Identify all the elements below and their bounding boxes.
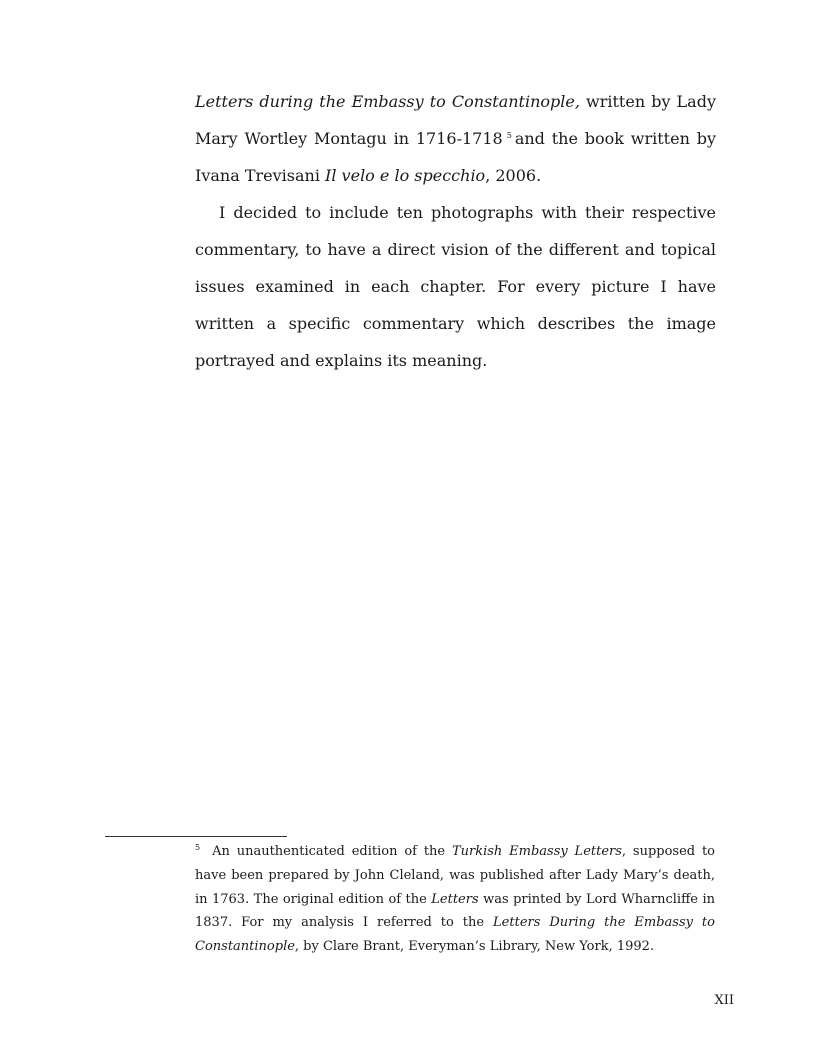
footnote-text-2: , supposed to have been prepared by John Cleland, was published after Lady Mary’s death, in 1763. The original edition of the (195, 844, 715, 907)
footnote-separator (105, 836, 287, 837)
footnote-title-2: Letters (431, 891, 479, 907)
footnote (195, 840, 715, 959)
footnote-title-1: Turkish Embassy Letters (451, 844, 622, 859)
main-text (195, 83, 716, 379)
paragraph-1-text-end: , 2006. (485, 166, 542, 185)
paragraph-2: I decided to include ten photographs with their respective commentary, to have a direct vision of the different and topical issues examined in each chapter. For every picture I have written a specific commentary which describes the image portrayed and explains its meaning. (195, 203, 716, 370)
book-title-2: Il velo e lo specchio (325, 166, 486, 185)
footnote-reference[interactable]: 5 (506, 131, 512, 140)
page-number: XII (714, 993, 734, 1008)
footnote-number: 5 (195, 843, 201, 852)
book-title: Letters during the Embassy to Constantinople, (195, 92, 580, 111)
footnote-text-3: was printed by Lord Wharncliffe in 1837. For my analysis I referred to the (195, 891, 715, 931)
paragraph-1 (195, 83, 716, 194)
footnote-text: An unauthenticated edition of the (212, 844, 452, 859)
paragraph-1-text: written by Lady Mary Wortley Montagu in 1716-1718 (195, 92, 717, 148)
footnote-text-4: , by Clare Brant, Everyman’s Library, New York, 1992. (294, 939, 655, 955)
paragraph-1-text-continued: and the book written by Ivana Trevisani (195, 129, 716, 185)
footnote-title-3: Letters During the Embassy to Constantinople (195, 915, 715, 955)
